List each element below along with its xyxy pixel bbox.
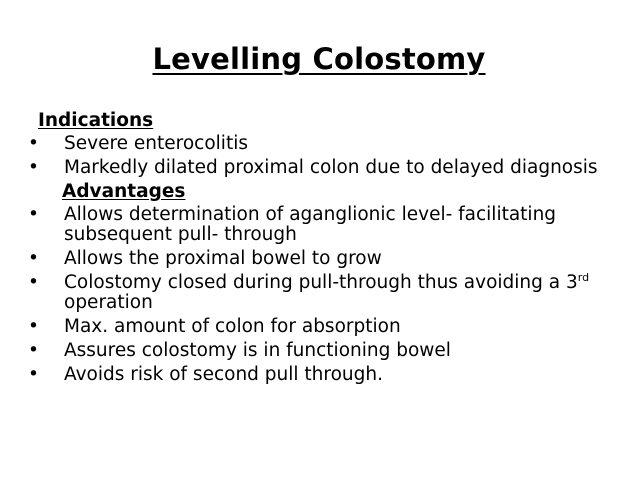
advantage-item bbox=[24, 205, 624, 245]
advantage-text: Max. amount of colon for absorption bbox=[64, 316, 401, 337]
indications-heading: Indications bbox=[38, 110, 154, 131]
bullet-icon: • bbox=[28, 157, 39, 178]
indication-text: Markedly dilated proximal colon due to delayed diagnosis bbox=[64, 157, 598, 178]
advantage-text: Allows determination of aganglionic level- facilitating subsequent pull- through bbox=[64, 204, 557, 245]
bullet-icon: • bbox=[28, 316, 39, 337]
advantage-text: Allows the proximal bowel to grow bbox=[64, 248, 382, 269]
advantage-text bbox=[64, 272, 589, 313]
ordinal-number: 3 bbox=[566, 272, 578, 293]
indication-text: Severe enterocolitis bbox=[64, 133, 248, 154]
indication-item bbox=[24, 134, 624, 154]
advantage-text-line2: operation bbox=[64, 292, 153, 313]
slide-body bbox=[24, 111, 624, 389]
advantage-text: Avoids risk of second pull through. bbox=[64, 364, 383, 385]
advantage-item bbox=[24, 341, 624, 361]
bullet-icon: • bbox=[28, 272, 39, 293]
advantage-text: Assures colostomy is in functioning bowel bbox=[64, 340, 451, 361]
ordinal-suffix: rd bbox=[577, 270, 590, 284]
advantage-text-line1: Colostomy closed during pull-through thus avoiding a bbox=[64, 272, 561, 293]
bullet-icon: • bbox=[28, 133, 39, 154]
advantages-list bbox=[24, 205, 624, 385]
bullet-icon: • bbox=[28, 340, 39, 361]
bullet-icon: • bbox=[28, 204, 39, 225]
advantage-item bbox=[24, 365, 624, 385]
indication-item bbox=[24, 158, 624, 178]
advantage-item bbox=[24, 317, 624, 337]
bullet-icon: • bbox=[28, 248, 39, 269]
advantages-heading: Advantages bbox=[62, 181, 186, 202]
indications-list bbox=[24, 134, 624, 178]
bullet-icon: • bbox=[28, 364, 39, 385]
advantage-item bbox=[24, 249, 624, 269]
advantage-item bbox=[24, 270, 624, 313]
slide-title: Levelling Colostomy bbox=[152, 42, 486, 76]
